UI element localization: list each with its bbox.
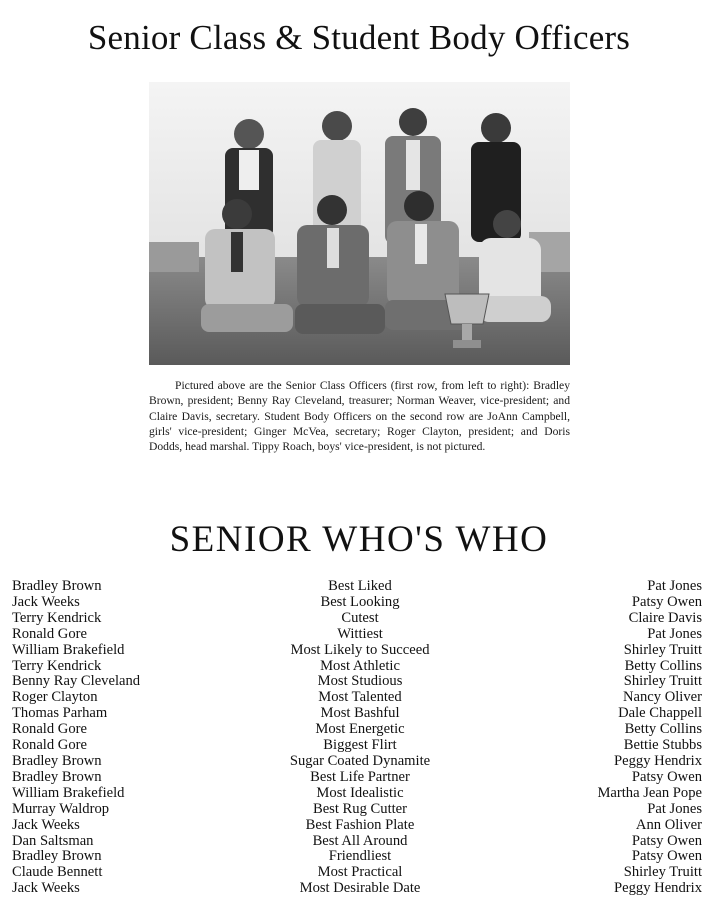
titles-column [250,579,470,897]
superlative-title: Most Athletic [320,657,400,674]
boy-name: William Brakefield [12,784,125,801]
superlative-title: Biggest Flirt [323,737,397,754]
superlative-title: Friendliest [328,848,392,865]
girl-name: Shirley Truitt [623,641,702,658]
girl-name: Patsy Owen [631,832,702,849]
girl-name: Shirley Truitt [623,864,702,881]
boy-name: Dan Saltsman [12,832,94,849]
boy-name: Claude Bennett [12,864,103,881]
officers-photo [149,82,570,365]
superlative-title: Best Fashion Plate [305,816,415,833]
superlative-title: Best Rug Cutter [312,800,408,817]
superlative-title: Most Bashful [320,705,400,722]
boy-name: Terry Kendrick [12,609,102,626]
girl-name: Dale Chappell [618,705,702,722]
boy-name: Jack Weeks [12,593,80,610]
photo-caption: Pictured above are the Senior Class Officers (first row, from left to right): Bradley Brown, president; Benny Ray Cleveland, treasurer; Norman Weaver, vice-president; and Claire Davis, secretary. Student Body Officers on the second row are JoAnn Campbell, girls' vice-president; Ginger McVea, secretary; Roger Clayton, president; and Doris Dodds, head marshal. Tippy Roach, boys' vice-president, is not pictured. [149,379,570,454]
superlative-title: Most Idealistic [316,784,404,801]
boy-name: Ronald Gore [12,625,87,642]
boys-column [12,579,140,897]
boy-name: Murray Waldrop [12,800,110,817]
superlative-title: Best Life Partner [310,768,410,785]
boy-name: Terry Kendrick [12,657,102,674]
girl-name: Martha Jean Pope [597,784,702,801]
girl-name: Bettie Stubbs [623,737,702,754]
boy-name: Bradley Brown [12,752,102,769]
girl-name: Peggy Hendrix [614,752,702,769]
girl-name: Peggy Hendrix [614,880,702,897]
boy-name: Benny Ray Cleveland [12,673,141,690]
girl-name: Patsy Owen [631,593,702,610]
boy-name: Roger Clayton [12,689,98,706]
superlative-title: Most Energetic [315,721,405,738]
boy-name: Ronald Gore [12,721,87,738]
superlative-title: Best Liked [328,578,392,594]
boy-name: Bradley Brown [12,848,102,865]
girl-name: Betty Collins [624,721,702,738]
superlative-title: Best Looking [320,593,400,610]
boy-name: Bradley Brown [12,578,102,594]
girl-name: Nancy Oliver [622,689,702,706]
superlative-title: Wittiest [337,625,383,642]
boy-name: Ronald Gore [12,737,87,754]
boy-name: Thomas Parham [12,705,108,722]
superlative-title: Most Studious [317,673,403,690]
section-title: SENIOR WHO'S WHO [169,519,549,560]
boy-name: Jack Weeks [12,816,80,833]
girl-name: Patsy Owen [631,768,702,785]
superlative-title: Most Likely to Succeed [290,641,430,658]
girl-name: Betty Collins [624,657,702,674]
girl-name: Patsy Owen [631,848,702,865]
boy-name: Jack Weeks [12,880,80,897]
girl-name: Ann Oliver [635,816,702,833]
girl-name: Shirley Truitt [623,673,702,690]
superlative-title: Most Practical [317,864,403,881]
superlative-title: Most Talented [318,689,402,706]
girl-name: Pat Jones [647,578,702,594]
boy-name: William Brakefield [12,641,125,658]
girl-name: Pat Jones [647,625,702,642]
superlative-title: Sugar Coated Dynamite [289,752,431,769]
girl-name: Claire Davis [628,609,702,626]
superlative-title: Most Desirable Date [299,880,421,897]
page-title: Senior Class & Student Body Officers [87,18,631,57]
girls-column [597,579,702,897]
superlative-title: Best All Around [312,832,408,849]
boy-name: Bradley Brown [12,768,102,785]
girl-name: Pat Jones [647,800,702,817]
superlative-title: Cutest [341,609,379,626]
